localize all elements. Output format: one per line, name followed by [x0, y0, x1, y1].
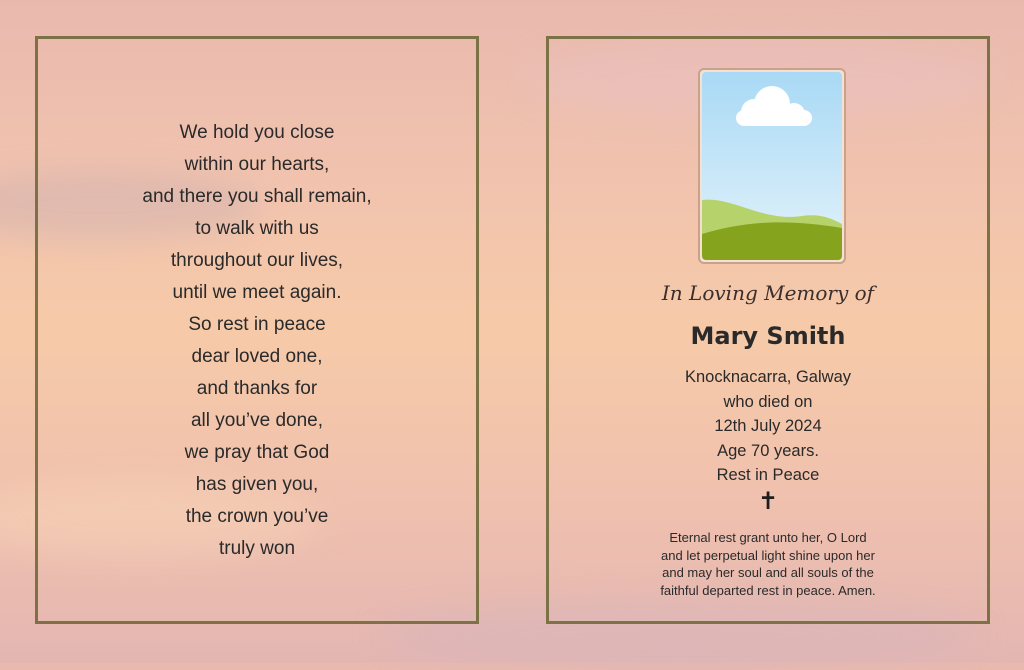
poem-line: and thanks for	[196, 378, 318, 399]
prayer-line: and may her soul and all souls of the	[662, 565, 874, 580]
memorial-details	[549, 365, 987, 488]
memorial-panel	[546, 36, 990, 624]
poem-line: all you’ve done,	[190, 410, 324, 431]
memorial-heading: In Loving Memory of	[661, 281, 875, 305]
poem-line: dear loved one,	[191, 346, 323, 367]
poem-line: throughout our lives,	[170, 250, 344, 271]
detail-line: who died on	[723, 392, 813, 411]
poem-line: and there you shall remain,	[142, 186, 372, 207]
detail-line: Age 70 years.	[717, 441, 819, 460]
poem-line: has given you,	[195, 474, 319, 495]
prayer-line: and let perpetual light shine upon her	[661, 547, 875, 563]
prayer-line: Eternal rest grant unto her, O Lord	[669, 530, 867, 545]
poem-line: to walk with us	[195, 218, 319, 239]
poem-text	[38, 117, 476, 565]
detail-line: Knocknacarra, Galway	[685, 368, 851, 386]
prayer-line: faithful departed rest in peace. Amen.	[660, 582, 876, 598]
cross-icon: ✝	[757, 487, 779, 515]
poem-line: the crown you’ve	[185, 506, 329, 527]
landscape-image	[702, 72, 842, 260]
poem-line: We hold you close	[179, 122, 335, 143]
poem-line: truly won	[218, 538, 296, 559]
poem-line: within our hearts,	[184, 154, 330, 175]
photo-placeholder	[698, 68, 846, 264]
poem-panel	[35, 36, 479, 624]
poem-line: we pray that God	[184, 442, 330, 463]
poem-line: So rest in peace	[188, 314, 326, 335]
detail-line: Rest in Peace	[716, 466, 820, 484]
prayer-text	[549, 529, 987, 599]
detail-line: 12th July 2024	[714, 417, 822, 435]
poem-line: until we meet again.	[172, 282, 342, 303]
deceased-name: Mary Smith	[690, 322, 846, 350]
